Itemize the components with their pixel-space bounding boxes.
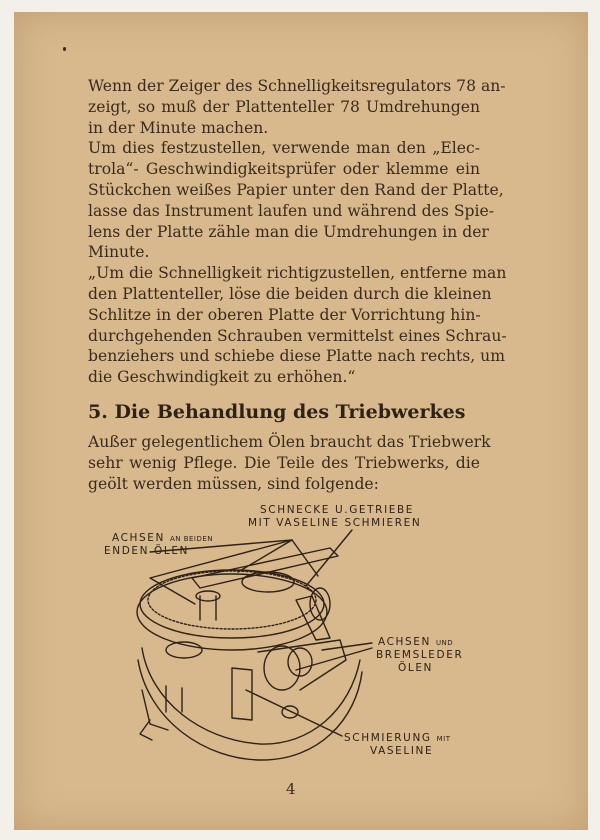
text-line: „Um die Schnelligkeit richtigzustellen, entferne man [88,264,507,283]
label-text: ÖLEN [398,662,434,674]
text-line: die Geschwindigkeit zu erhöhen.“ [88,368,356,387]
label-axles-brake-line2 [376,649,463,662]
main-gear-teeth [148,571,316,629]
text-line: lasse das Instrument laufen und während des Spie- [88,201,494,220]
text-line: Wenn der Zeiger des Schnelligkeitsregulators 78 an- [88,77,506,95]
label-text: ACHSEN [378,636,431,648]
label-lubrication [344,732,451,746]
leader-line [322,643,372,650]
brake-assembly [264,646,300,690]
support-post [232,668,252,720]
spindle [200,596,216,620]
page-number: 4 [286,780,296,798]
label-axles-brake [378,636,453,650]
label-text: SCHMIERUNG [344,732,432,744]
text-line: durchgehenden Schrauben vermittelst eines Schrau- [88,326,507,345]
label-text-small: UND [435,639,454,647]
label-axles-ends [112,532,213,546]
text-line: Schlitze in der oberen Platte der Vorrichtung hin- [88,305,481,324]
label-text-small: MIT [436,735,451,743]
text-line: Außer gelegentlichem Ölen braucht das Triebwerk [88,433,491,451]
text-line: Minute. [88,243,150,262]
label-text: ENDEN ÖLEN [104,545,190,557]
label-text: MIT VASELINE SCHMIEREN [248,517,422,529]
text-line: zeigt, so muß der Plattenteller 78 Umdrehungen [88,97,480,116]
label-worm-gear-line2 [248,517,421,530]
text-line: sehr wenig Pflege. Die Teile des Triebwerks, die [88,453,480,472]
text-line: Stückchen weißes Papier unter den Rand der Platte, [88,180,504,199]
text-line: geölt werden müssen, sind folgende: [88,474,379,493]
text-line: benziehers und schiebe diese Platte nach rechts, um [88,347,505,366]
text-line: lens der Platte zähle man die Umdrehungen in der [88,222,489,241]
label-text: SCHNECKE U.GETRIEBE [260,504,415,516]
label-text: BREMSLEDER [376,649,464,661]
label-text-small: AN BEIDEN [169,535,214,543]
label-axles-brake-line3 [398,662,433,675]
leader-line [246,690,342,736]
label-axles-ends-line2 [104,545,189,558]
text-line: den Plattenteller, löse die beiden durch die kleinen [88,284,492,303]
leader-line [238,540,292,572]
text-line: in der Minute machen. [88,118,269,137]
label-lubrication-line2 [370,745,433,758]
governor [242,572,294,592]
adjust-screw [282,706,298,718]
label-worm-gear [260,504,414,517]
text-line: trola“- Geschwindigkeitsprüfer oder klemme ein [88,160,480,179]
label-text: ACHSEN [112,532,165,544]
top-plate [192,548,338,588]
section-heading: 5. Die Behandlung des Triebwerkes [88,401,466,423]
label-text: VASELINE [370,745,434,757]
motor-housing [138,660,362,760]
text-line: Um dies festzustellen, verwende man den „Elec- [88,139,480,158]
